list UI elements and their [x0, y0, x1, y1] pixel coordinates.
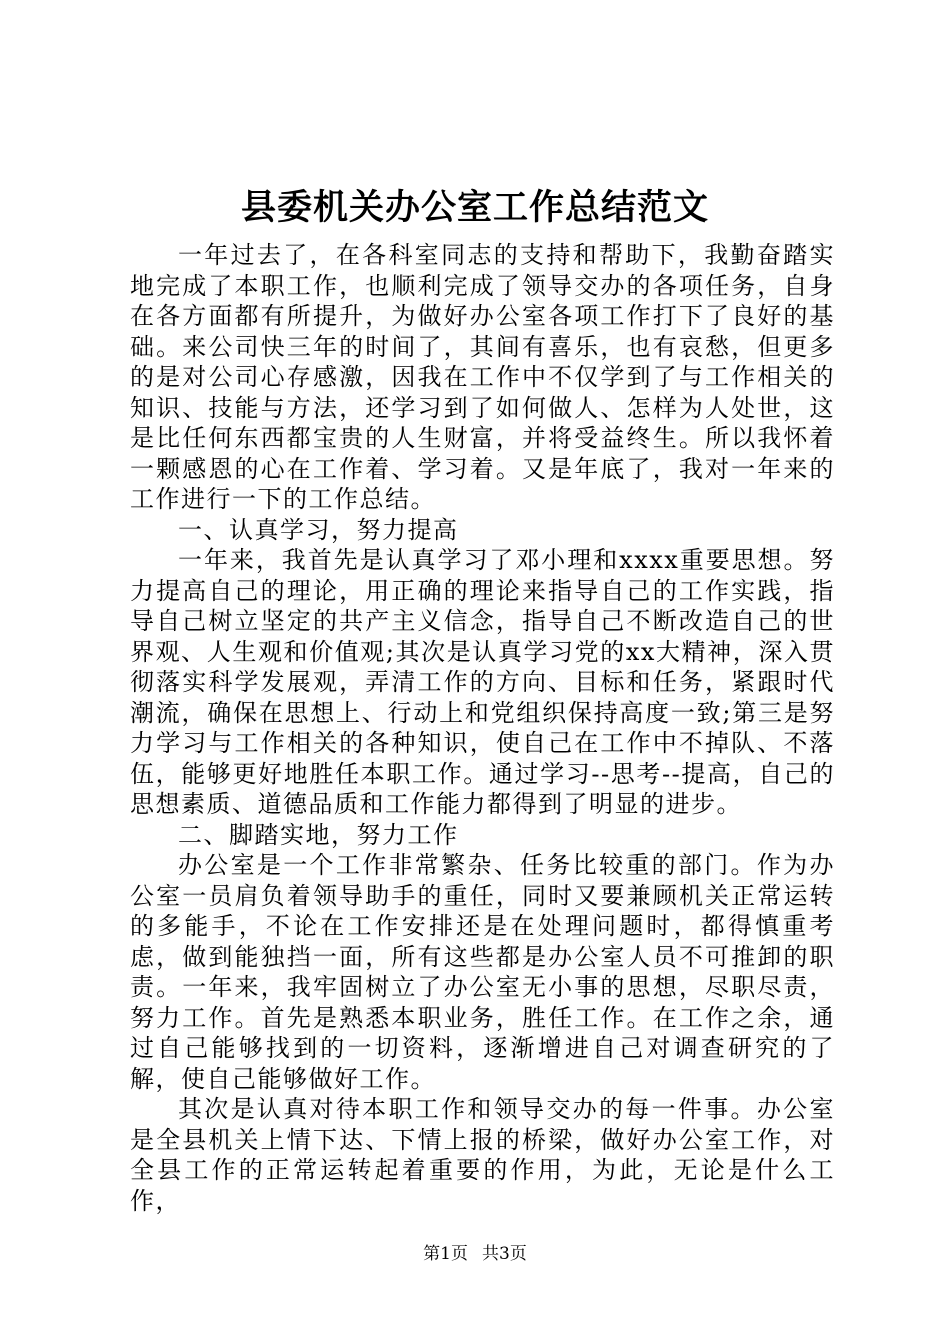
page-number: 第1页 [423, 1244, 468, 1264]
section-heading-1: 一、认真学习，努力提高 [178, 515, 459, 544]
paragraph-duties: 其次是认真对待本职工作和领导交办的每一件事。办公室是全县机关上情下达、下情上报的桥梁，做好办公室工作，对全县工作的正常运转起着重要的作用，为此，无论是什么工作， [130, 1095, 835, 1215]
document-body [130, 240, 835, 1216]
section-heading-2: 二、脚踏实地，努力工作 [178, 820, 459, 849]
paragraph-office-work: 办公室是一个工作非常繁杂、任务比较重的部门。作为办公室一员肩负着领导助手的重任，同时又要兼顾机关正常运转的多能手，不论在工作安排还是在处理问题时，都得慎重考虑，做到能独挡一面，所有这些都是办公室人员不可推卸的职责。一年来，我牢固树立了办公室无小事的思想，尽职尽责，努力工作。首先是熟悉本职业务，胜任工作。在工作之余，通过自己能够找到的一切资料，逐渐增进自己对调查研究的了解，使自己能够做好工作。 [130, 851, 835, 1093]
document-title: 县委机关办公室工作总结范文 [240, 187, 709, 228]
page-footer [0, 1243, 950, 1265]
paragraph-study: 一年来，我首先是认真学习了邓小理和xxxx重要思想。努力提高自己的理论，用正确的理论来指导自己的工作实践，指导自己树立坚定的共产主义信念，指导自己不断改造自己的世界观、人生观和价值观;其次是认真学习党的xx大精神，深入贯彻落实科学发展观，弄清工作的方向、目标和任务，紧跟时代潮流，确保在思想上、行动上和党组织保持高度一致;第三是努力学习与工作相关的各种知识，使自己在工作中不掉队、不落伍，能够更好地胜任本职工作。通过学习--思考--提高，自己的思想素质、道德品质和工作能力都得到了明显的进步。 [130, 546, 835, 818]
page-total: 共3页 [482, 1244, 527, 1264]
paragraph-intro: 一年过去了，在各科室同志的支持和帮助下，我勤奋踏实地完成了本职工作，也顺利完成了领导交办的各项任务，自身在各方面都有所提升，为做好办公室各项工作打下了良好的基础。来公司快三年的时间了，其间有喜乐，也有哀愁，但更多的是对公司心存感激，因我在工作中不仅学到了与工作相关的知识、技能与方法，还学习到了如何做人、怎样为人处世，这是比任何东西都宝贵的人生财富，并将受益终生。所以我怀着一颗感恩的心在工作着、学习着。又是年底了，我对一年来的工作进行一下的工作总结。 [130, 241, 835, 513]
